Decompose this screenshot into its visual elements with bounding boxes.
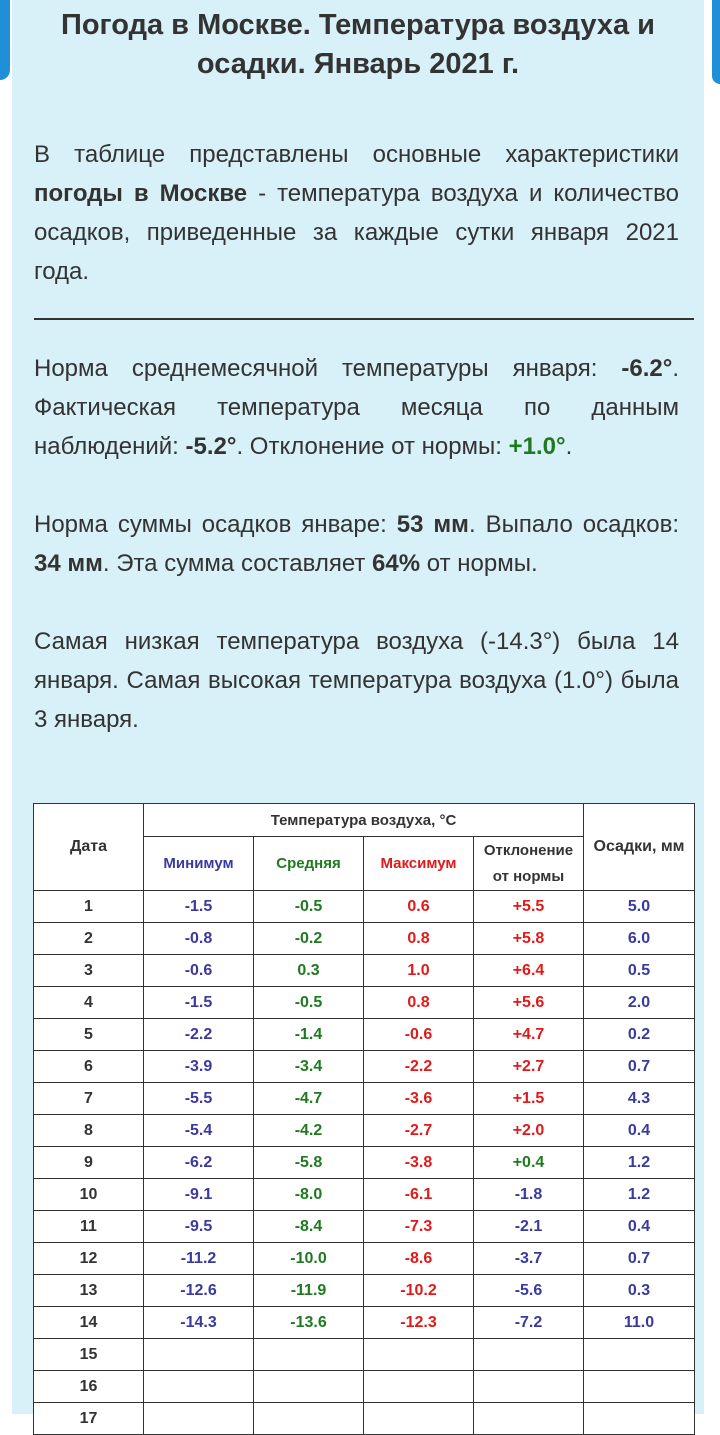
cell-max: -3.8 xyxy=(364,1147,474,1179)
cell-min: -5.5 xyxy=(144,1083,254,1115)
cell-min xyxy=(144,1371,254,1403)
cell-max: 1.0 xyxy=(364,955,474,987)
cell-date: 17 xyxy=(34,1403,144,1435)
cell-precipitation xyxy=(584,1339,695,1371)
cell-precipitation: 1.2 xyxy=(584,1147,695,1179)
prec-text-2: . Выпало осадков: xyxy=(468,511,680,538)
cell-max: 0.6 xyxy=(364,891,474,923)
cell-date: 15 xyxy=(34,1339,144,1371)
table-row xyxy=(34,1339,695,1371)
table-row xyxy=(34,891,695,923)
cell-max: -2.7 xyxy=(364,1115,474,1147)
table-row xyxy=(34,1211,695,1243)
cell-deviation xyxy=(474,1403,584,1435)
prec-text-3: . Эта сумма составляет xyxy=(102,550,373,577)
table-row xyxy=(34,987,695,1019)
cell-date: 9 xyxy=(34,1147,144,1179)
cell-date: 4 xyxy=(34,987,144,1019)
cell-deviation: +1.5 xyxy=(474,1083,584,1115)
cell-precipitation: 0.4 xyxy=(584,1115,695,1147)
cell-date: 11 xyxy=(34,1211,144,1243)
deviation-value: +1.0° xyxy=(508,433,566,460)
intro-bold-link: погоды в Москве xyxy=(34,180,248,207)
cell-avg: -3.4 xyxy=(254,1051,364,1083)
cell-max: -10.2 xyxy=(364,1275,474,1307)
cell-max: -6.1 xyxy=(364,1179,474,1211)
cell-precipitation: 0.7 xyxy=(584,1243,695,1275)
cell-max: 0.8 xyxy=(364,987,474,1019)
cell-date: 3 xyxy=(34,955,144,987)
cell-min: -0.6 xyxy=(144,955,254,987)
cell-avg: 0.3 xyxy=(254,955,364,987)
prec-text-1: Норма суммы осадков январе: xyxy=(34,511,397,538)
cell-date: 7 xyxy=(34,1083,144,1115)
cell-date: 8 xyxy=(34,1115,144,1147)
intro-text-end: - температура воздуха и количество осадков, приведенные за каждые сутки января 2021 года. xyxy=(34,180,680,285)
cell-date: 16 xyxy=(34,1371,144,1403)
cell-date: 1 xyxy=(34,891,144,923)
actual-temp-value: -5.2° xyxy=(185,433,237,460)
cell-avg xyxy=(254,1371,364,1403)
header-temperature-group: Температура воздуха, °С xyxy=(144,804,584,837)
cell-avg: -0.5 xyxy=(254,987,364,1019)
precipitation-norm-paragraph xyxy=(34,505,679,583)
cell-precipitation: 1.2 xyxy=(584,1179,695,1211)
cell-deviation: -3.7 xyxy=(474,1243,584,1275)
cell-min xyxy=(144,1403,254,1435)
page-title: Погода в Москве. Температура воздуха и осадки. Январь 2021 г. xyxy=(61,9,655,80)
cell-max: -2.2 xyxy=(364,1051,474,1083)
header-min: Минимум xyxy=(144,837,254,891)
norm-temp-value: -6.2° xyxy=(621,355,673,382)
cell-min: -12.6 xyxy=(144,1275,254,1307)
weather-table xyxy=(33,803,695,1435)
cell-date: 13 xyxy=(34,1275,144,1307)
cell-deviation xyxy=(474,1339,584,1371)
cell-max: -12.3 xyxy=(364,1307,474,1339)
cell-date: 5 xyxy=(34,1019,144,1051)
norm-text-4: . xyxy=(565,433,573,460)
norm-text-1: Норма среднемесячной температуры января: xyxy=(34,355,622,382)
cell-precipitation: 11.0 xyxy=(584,1307,695,1339)
table-row xyxy=(34,955,695,987)
cell-max: 0.8 xyxy=(364,923,474,955)
extremes-paragraph: Самая низкая температура воздуха (-14.3°) была 14 января. Самая высокая температура воздуха (1.0°) была 3 января. xyxy=(34,628,679,733)
cell-deviation: +6.4 xyxy=(474,955,584,987)
cell-avg: -8.4 xyxy=(254,1211,364,1243)
cell-min xyxy=(144,1339,254,1371)
cell-max: -8.6 xyxy=(364,1243,474,1275)
table-row xyxy=(34,1243,695,1275)
table-row xyxy=(34,1019,695,1051)
cell-precipitation: 5.0 xyxy=(584,891,695,923)
table-row xyxy=(34,1115,695,1147)
intro-paragraph xyxy=(34,135,679,291)
cell-precipitation: 0.2 xyxy=(584,1019,695,1051)
cell-date: 10 xyxy=(34,1179,144,1211)
cell-avg: -0.2 xyxy=(254,923,364,955)
cell-min: -5.4 xyxy=(144,1115,254,1147)
header-avg: Средняя xyxy=(254,837,364,891)
header-precipitation: Осадки, мм xyxy=(584,804,695,891)
cell-deviation: -2.1 xyxy=(474,1211,584,1243)
cell-avg xyxy=(254,1403,364,1435)
cell-max: -0.6 xyxy=(364,1019,474,1051)
cell-max: -7.3 xyxy=(364,1211,474,1243)
cell-min: -2.2 xyxy=(144,1019,254,1051)
page-frame-left xyxy=(0,0,10,80)
cell-date: 14 xyxy=(34,1307,144,1339)
cell-avg xyxy=(254,1339,364,1371)
cell-precipitation xyxy=(584,1371,695,1403)
prec-percent-value: 64% xyxy=(372,550,421,577)
cell-avg: -10.0 xyxy=(254,1243,364,1275)
cell-avg: -4.7 xyxy=(254,1083,364,1115)
prec-actual-value: 34 мм xyxy=(34,550,103,577)
cell-deviation: -7.2 xyxy=(474,1307,584,1339)
norm-text-3: . Отклонение от нормы: xyxy=(236,433,509,460)
header-max: Максимум xyxy=(364,837,474,891)
cell-deviation: +0.4 xyxy=(474,1147,584,1179)
table-row xyxy=(34,1147,695,1179)
cell-max xyxy=(364,1371,474,1403)
cell-avg: -5.8 xyxy=(254,1147,364,1179)
cell-min: -14.3 xyxy=(144,1307,254,1339)
cell-min: -1.5 xyxy=(144,987,254,1019)
header-deviation-line2: от нормы xyxy=(492,867,565,885)
cell-precipitation: 0.7 xyxy=(584,1051,695,1083)
cell-min: -11.2 xyxy=(144,1243,254,1275)
cell-precipitation xyxy=(584,1403,695,1435)
cell-deviation: -1.8 xyxy=(474,1179,584,1211)
cell-precipitation: 2.0 xyxy=(584,987,695,1019)
cell-deviation: +5.5 xyxy=(474,891,584,923)
cell-date: 2 xyxy=(34,923,144,955)
cell-precipitation: 6.0 xyxy=(584,923,695,955)
cell-date: 12 xyxy=(34,1243,144,1275)
cell-max: -3.6 xyxy=(364,1083,474,1115)
table-row xyxy=(34,1275,695,1307)
cell-max xyxy=(364,1339,474,1371)
section-divider xyxy=(34,318,694,320)
cell-min: -3.9 xyxy=(144,1051,254,1083)
cell-min: -6.2 xyxy=(144,1147,254,1179)
table-row xyxy=(34,1371,695,1403)
table-row xyxy=(34,923,695,955)
table-row xyxy=(34,1051,695,1083)
header-deviation xyxy=(474,837,584,891)
header-deviation-line1: Отклонение xyxy=(483,841,574,859)
cell-deviation: +5.8 xyxy=(474,923,584,955)
cell-deviation: +2.0 xyxy=(474,1115,584,1147)
cell-max xyxy=(364,1403,474,1435)
cell-precipitation: 4.3 xyxy=(584,1083,695,1115)
cell-precipitation: 0.3 xyxy=(584,1275,695,1307)
norm-text-2: . Фактическая температура месяца по данным наблюдений: xyxy=(34,355,679,460)
cell-precipitation: 0.4 xyxy=(584,1211,695,1243)
cell-deviation: +5.6 xyxy=(474,987,584,1019)
cell-date: 6 xyxy=(34,1051,144,1083)
page-frame-right xyxy=(712,0,720,84)
prec-norm-value: 53 мм xyxy=(396,511,469,538)
cell-avg: -13.6 xyxy=(254,1307,364,1339)
cell-min: -9.1 xyxy=(144,1179,254,1211)
cell-avg: -4.2 xyxy=(254,1115,364,1147)
table-row xyxy=(34,1403,695,1435)
cell-avg: -11.9 xyxy=(254,1275,364,1307)
table-row xyxy=(34,1083,695,1115)
cell-precipitation: 0.5 xyxy=(584,955,695,987)
cell-avg: -8.0 xyxy=(254,1179,364,1211)
intro-text-start: В таблице представлены основные характеристики xyxy=(34,141,679,168)
prec-text-4: от нормы. xyxy=(420,550,538,577)
cell-deviation: +4.7 xyxy=(474,1019,584,1051)
cell-deviation: -5.6 xyxy=(474,1275,584,1307)
cell-avg: -1.4 xyxy=(254,1019,364,1051)
cell-min: -9.5 xyxy=(144,1211,254,1243)
cell-deviation: +2.7 xyxy=(474,1051,584,1083)
table-row xyxy=(34,1179,695,1211)
header-date: Дата xyxy=(34,804,144,891)
table-row xyxy=(34,1307,695,1339)
table-body xyxy=(34,891,695,1435)
cell-min: -0.8 xyxy=(144,923,254,955)
cell-avg: -0.5 xyxy=(254,891,364,923)
cell-deviation xyxy=(474,1371,584,1403)
cell-min: -1.5 xyxy=(144,891,254,923)
temperature-norm-paragraph xyxy=(34,349,679,466)
